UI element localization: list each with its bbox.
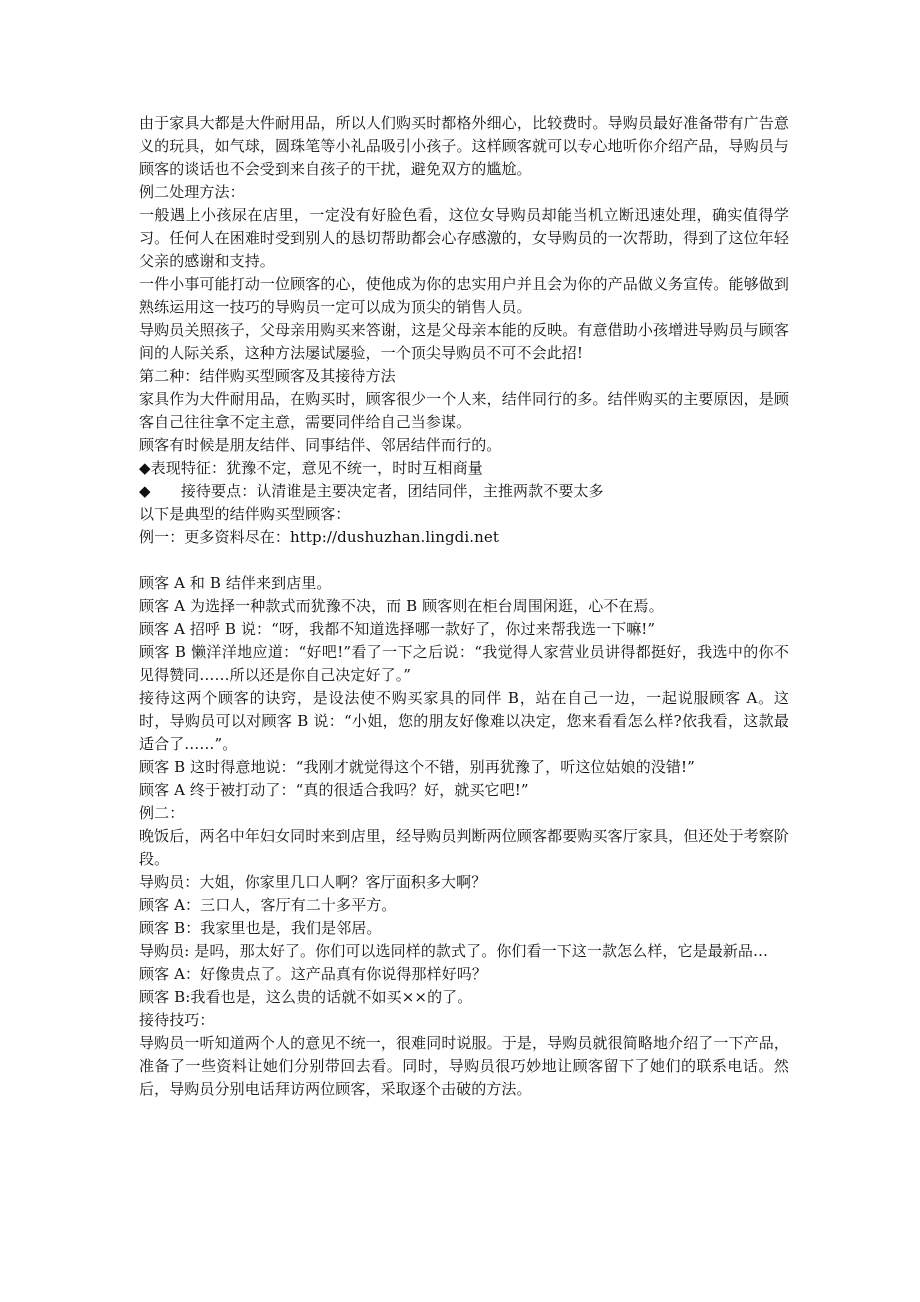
dialogue-line: 导购员: 是吗，那太好了。你们可以选同样的款式了。你们看一下这一款怎么样，它是最新品… xyxy=(139,942,769,960)
dialogue-line: 顾客 A：好像贵点了。这产品真有你说得那样好吗？ xyxy=(139,965,488,983)
paragraph: 例二： xyxy=(139,804,185,822)
bullet-item: ◆ 接待要点：认清谁是主要决定者，团结同伴，主推两款不要太多 xyxy=(139,482,604,500)
paragraph: 晚饭后，两名中年妇女同时来到店里，经导购员判断两位顾客都要购买客厅家具，但还处于考察阶段。 xyxy=(139,827,789,868)
bullet-item: ◆表现特征：犹豫不定，意见不统一，时时互相商量 xyxy=(139,459,483,477)
paragraph: 一件小事可能打动一位顾客的心，使他成为你的忠实用户并且会为你的产品做义务宣传。能够做到熟练运用这一技巧的导购员一定可以成为顶尖的销售人员。 xyxy=(139,275,789,316)
paragraph: 顾客 A 和 B 结伴来到店里。 xyxy=(139,574,332,592)
paragraph: 顾客 A 终于被打动了：“真的很适合我吗？好，就买它吧!” xyxy=(139,781,529,799)
paragraph: 顾客 B 这时得意地说：“我刚才就觉得这个不错，别再犹豫了，听这位姑娘的没错!” xyxy=(139,758,695,776)
paragraph: 接待这两个顾客的诀窍，是设法使不购买家具的同伴 B，站在自己一边，一起说服顾客 A。这时，导购员可以对顾客 B 说：“小姐，您的朋友好像难以决定，您来看看怎么样?依我看，这款最适合了……”。 xyxy=(139,689,789,753)
section-heading: 第二种：结伴购买型顾客及其接待方法 xyxy=(139,367,396,385)
paragraph: 顾客 B 懒洋洋地应道：“好吧!”看了一下之后说：“我觉得人家营业员讲得都挺好，我选中的你不见得赞同……所以还是你自己决定好了。” xyxy=(139,643,789,684)
dialogue-line: 顾客 A：三口人，客厅有二十多平方。 xyxy=(139,896,397,914)
dialogue-line: 导购员：大姐，你家里几口人啊？客厅面积多大啊？ xyxy=(139,873,487,891)
paragraph: 顾客有时候是朋友结伴、同事结伴、邻居结伴而行的。 xyxy=(139,436,502,454)
blank-line xyxy=(139,549,789,572)
paragraph: 以下是典型的结伴购买型顾客： xyxy=(139,505,351,523)
paragraph: 接待技巧： xyxy=(139,1011,215,1029)
dialogue-line: 顾客 B：我家里也是，我们是邻居。 xyxy=(139,919,382,937)
paragraph: 顾客 A 为选择一种款式而犹豫不决，而 B 顾客则在柜台周围闲逛，心不在焉。 xyxy=(139,597,664,615)
paragraph: 例一：更多资料尽在：http://dushuzhan.lingdi.net xyxy=(139,528,499,546)
paragraph: 导购员一听知道两个人的意见不统一，很难同时说服。于是，导购员就很简略地介绍了一下产品，准备了一些资料让她们分别带回去看。同时，导购员很巧妙地让顾客留下了她们的联系电话。然后，导购员分别电话拜访两位顾客，采取逐个击破的方法。 xyxy=(139,1034,789,1098)
dialogue-line: 顾客 B:我看也是，这么贵的话就不如买××的了。 xyxy=(139,988,473,1006)
paragraph: 顾客 A 招呼 B 说：“呀，我都不知道选择哪一款好了，你过来帮我选一下嘛!” xyxy=(139,620,656,638)
paragraph: 由于家具大都是大件耐用品，所以人们购买时都格外细心，比较费时。导购员最好准备带有广告意义的玩具，如气球，圆珠笔等小礼品吸引小孩子。这样顾客就可以专心地听你介绍产品，导购员与顾客的谈话也不会受到来自孩子的干扰，避免双方的尴尬。 xyxy=(139,114,789,178)
paragraph: 一般遇上小孩尿在店里，一定没有好脸色看，这位女导购员却能当机立断迅速处理，确实值得学习。任何人在困难时受到别人的恳切帮助都会心存感激的，女导购员的一次帮助，得到了这位年轻父亲的感谢和支持。 xyxy=(139,206,789,270)
paragraph: 导购员关照孩子，父母亲用购买来答谢，这是父母亲本能的反映。有意借助小孩增进导购员与顾客间的人际关系，这种方法屡试屡验，一个顶尖导购员不可不会此招! xyxy=(139,321,789,362)
paragraph: 家具作为大件耐用品，在购买时，顾客很少一个人来，结伴同行的多。结伴购买的主要原因，是顾客自己往往拿不定主意，需要同伴给自己当参谋。 xyxy=(139,390,789,431)
document-body xyxy=(139,112,789,1101)
paragraph: 例二处理方法： xyxy=(139,183,245,201)
